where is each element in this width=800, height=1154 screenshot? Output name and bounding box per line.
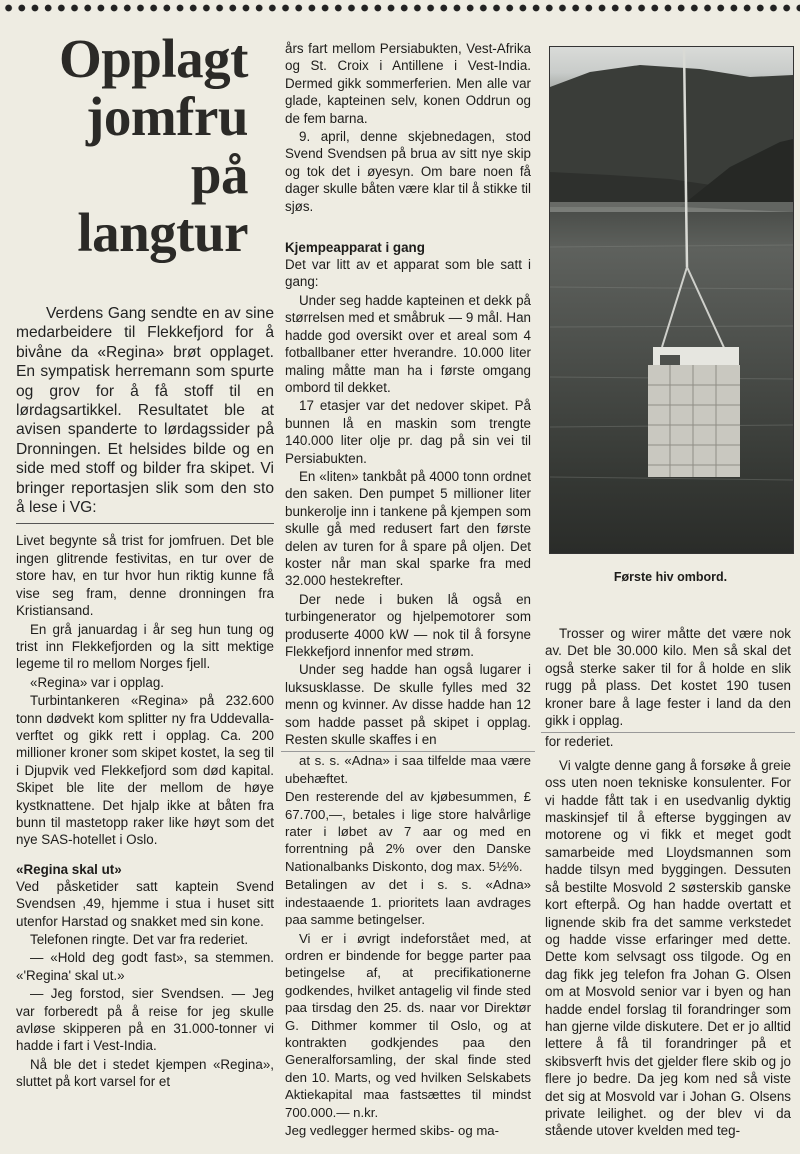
paragraph: for rederiet.	[545, 734, 614, 750]
paragraph: Vi er i øvrigt indeforstået med, at ordren er bindende for begge parter paa betingelse af, at precifikationerne godkendes, hvilket antagelig vil finde sted paa tirsdag den 25. ds. naar vor Direktør G. Dithmer kommer til Oslo, og at kontrakten godkjendes paa den Generalforsamling, der skal finde sted den 10. Marts, og ved hvilken Selskabets Aktiekapital maa fastsættes til mindst 700.000.— n.kr.	[285, 930, 531, 1120]
intro-text	[16, 304, 274, 517]
paragraph: Telefonen ringte. Det var fra rederiet.	[30, 932, 249, 947]
headline-line: på	[190, 144, 248, 205]
dotted-border	[0, 0, 800, 16]
headline-line: langtur	[77, 202, 248, 263]
paragraph: Der nede i buken lå også en turbingenerator og hjelpemotorer som produserte 4000 kW — nok til å forsyne Flekkefjord innenfor med strøm.	[285, 591, 531, 659]
column-right	[545, 625, 791, 1141]
paragraph: Det var litt av et apparat som ble satt i gang:	[285, 257, 531, 290]
paragraph: Livet begynte så trist for jomfruen. Det ble ingen glitrende festivitas, en tur over de store hav, en tur hvor hun riktig kunne få vise seg fram, denne dronningen fra Kristiansand.	[16, 533, 274, 619]
headline-line: Opplagt	[58, 28, 248, 89]
paragraph: at s. s. «Adna» i saa tilfelde maa være ubehæftet.	[285, 753, 531, 786]
paragraph: — «Hold deg godt fast», sa stemmen. «'Regina' skal ut.»	[16, 950, 274, 983]
paragraph: 17 etasjer var det nedover skipet. På bunnen lå en maskin som trengte 140.000 liter olje pr. dag på sin vei til Persiabukten.	[285, 398, 531, 466]
paragraph: — Jeg forstod, sier Svendsen. — Jeg var forberedt på å reise for jeg skulle avløse skipperen på en 31.000-tonner vi hadde i fart i Vest-India.	[16, 986, 274, 1054]
paragraph: Ved påsketider satt kaptein Svend Svendsen ,49, hjemme i stua i huset sitt utenfor Harstad og snakket med sin kone.	[16, 878, 274, 929]
paragraph: Nå ble det i stedet kjempen «Regina», sluttet på kort varsel for et	[16, 1056, 274, 1090]
paragraph: Vi valgte denne gang å forsøke å greie oss uten noen tekniske konsulenter. For vi hadde fått tak i en usedvanlig dyktig maskinsjef til å efterse byggingen av motorene og vi fikk et meget godt samarbeide med Lloydsmannen som hadde tilsyn med byggingen. Dessuten så bestilte Mosvold 2 søsterskib ganske kort efterpå. Og han hadde overtatt et lignende skib fra det samme verkstedet og hadde visse erfaringer med dette. Dette kom selvsagt oss tilgode. Og en dag fikk jeg telefon fra Johan G. Olsen om at Mosvold senior var i byen og han hadde endel forslag til forandringer som han gjerne vilde diskutere. Det er jo alltid lettere å få til forandringer på et skibsverft hvis det gjelder flere skib og jo flere jo bedre. Da jeg kom ned så viste det sig at Mosvold var i Johan G. Olsens private leilighet. og der blev vi da stående utover kvelden med teg-	[545, 757, 791, 1139]
paragraph: års fart mellom Persiabukten, Vest-Afrika og St. Croix i Antillene i Vest-India. Dermed gikk sommerferien. Men alle var glade, kapteinen selv, konen Oddrun og de fem barna.	[285, 41, 531, 126]
paragraph: Turbintankeren «Regina» på 232.600 tonn dødvekt kom splitter ny fra Uddevalla-verftet og gikk rett i opplag. Ca. 200 millioner kroner som skipet kostet, la seg til i Djupvik ved Flekkefjord som død kapital. Skipet ble lite der mellom de høye kystknattene. Det hjalp ikke at båten fra bunn til mastetopp raker like høyt som det nye SAS-hotellet i Oslo.	[16, 693, 274, 848]
paragraph: En «liten» tankbåt på 4000 tonn ordnet den saken. Den pumpet 5 millioner liter bunkerolje inn i tankene på kjempen som skulle gå med redusert fart den første delen av turen for å spare på oljen. Det koster når man skal sparke fra med 32.000 hestekrefter.	[285, 468, 531, 589]
paragraph: Under seg hadde han også lugarer i luksusklasse. De skulle fylles med 32 menn og kvinner. Av disse hadde han 12 som hadde passet på skipet i opplag. Resten skulle skaffes i en	[285, 662, 531, 748]
photo-illustration	[550, 47, 793, 553]
column-left	[16, 30, 274, 1092]
headline	[16, 30, 248, 262]
paragraph: Betalingen av det i s. s. «Adna» indestaaende 1. prioritets laan avdrages paa samme betingelser.	[285, 877, 531, 928]
paragraph: Under seg hadde kapteinen et dekk på størrelsen med et småbruk — 9 mål. Han hadde god oversikt over et areal som 4 fotballbaner etter hverandre. 10.000 liter maling måtte man ha i første omgang ombord til dekket.	[285, 292, 531, 395]
paragraph: Jeg vedlegger hermed skibs- og ma-	[285, 1122, 500, 1138]
paragraph: Trosser og wirer måtte det være nok av. Det ble 30.000 kilo. Men så skal det også sterke saker til for å holde en slik rugg på plass. Det kostet 190 tusen kroner bare å lage fester i land da den gikk i opplag.	[545, 626, 791, 729]
subheading: Kjempeapparat i gang	[285, 240, 425, 256]
headline-line: jomfru	[86, 86, 248, 147]
photo-caption: Første hiv ombord.	[613, 570, 728, 584]
contract-excerpt	[285, 752, 531, 1139]
paragraph: 9. april, denne skjebnedagen, stod Svend Svendsen på brua av sitt nye skip og tok det i øyesyn. Om bare noen få dager skulle båten være klar til å stikke til sjøs.	[285, 129, 531, 214]
divider	[16, 523, 274, 524]
paragraph: Den resterende del av kjøbesummen, £ 67.700,—, betales i lige store halvårlige rater i løbet av 7 aar og med en forrentning på 2% over den Danske Nationalbanks Diskonto, dog max. 5½%.	[285, 789, 531, 874]
intro-body: Verdens Gang sendte en av sine medarbeidere til Flekkefjord for å bivåne da «Regina» brøt opplaget. En sympatisk herremann som spurte og grov for å få stoff til en lørdagsartikkel. Resultatet ble at avisen spanderte to lørdagssider på Dronningen. Et helsides bilde og en side med stoff og bilder fra skipet. Vi bringer reportasjen slik som den sto å lese i VG:	[16, 305, 274, 517]
paragraph: «Regina» var i opplag.	[30, 674, 164, 690]
column-middle	[285, 40, 531, 1140]
subheading: «Regina skal ut»	[16, 861, 122, 877]
photo-crane-lift	[549, 46, 794, 554]
paragraph: En grå januardag i år seg hun tung og trist inn Flekkefjorden og la sitt mektige legeme til ro mellom Norges fjell.	[16, 621, 274, 672]
